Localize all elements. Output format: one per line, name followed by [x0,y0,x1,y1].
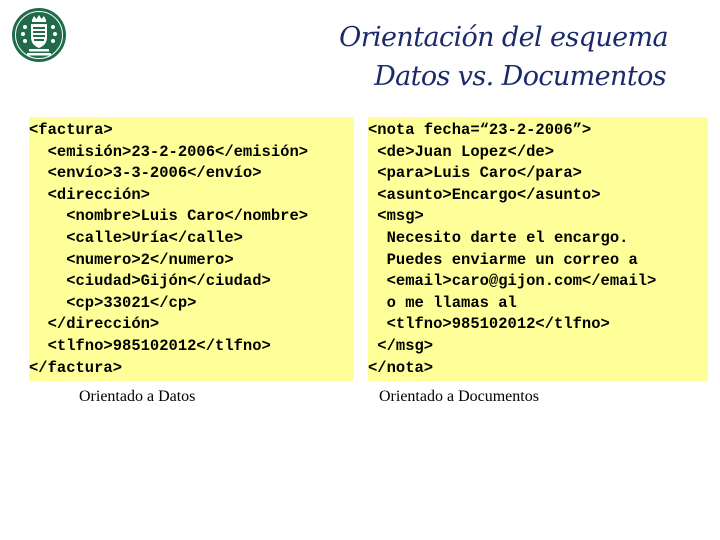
code-line: Puedes enviarme un correo a [368,250,638,269]
document-oriented-caption: Orientado a Documentos [379,388,539,405]
code-line: </factura> [29,358,123,377]
code-line: <envío>3-3-2006</envío> [29,164,262,183]
code-line: <msg> [368,207,424,226]
document-oriented-xml-box [368,117,708,381]
code-line: </msg> [368,336,434,355]
data-oriented-caption: Orientado a Datos [79,388,196,405]
code-line: <factura> [29,121,113,139]
code-line: </nota> [368,358,434,377]
code-line: <numero>2</numero> [29,250,234,269]
document-oriented-xml-code [368,120,708,379]
university-crest-icon [11,7,67,63]
code-line: <email>caro@gijon.com</email> [368,272,657,291]
code-line: <emisión>23-2-2006</emisión> [29,142,309,161]
slide-title [339,18,668,96]
code-line: <asunto>Encargo</asunto> [368,185,601,204]
data-oriented-xml-code [29,120,354,379]
code-line: </dirección> [29,315,160,334]
code-line: <ciudad>Gijón</ciudad> [29,272,271,291]
code-line: <de>Juan Lopez</de> [368,142,555,161]
title-line-1: Orientación del esquema [339,22,668,53]
title-line-2: Datos vs. Documentos [374,61,666,92]
code-line: <nombre>Luis Caro</nombre> [29,207,309,226]
code-line: <calle>Uría</calle> [29,228,243,247]
code-line: <tlfno>985102012</tlfno> [29,336,271,355]
code-line: <para>Luis Caro</para> [368,164,582,183]
code-line: <tlfno>985102012</tlfno> [368,315,610,334]
code-line: <cp>33021</cp> [29,293,197,312]
code-line: <nota fecha=“23-2-2006”> [368,121,592,139]
data-oriented-xml-box [29,117,354,381]
code-line: <dirección> [29,185,150,204]
code-line: o me llamas al [368,293,517,312]
code-line: Necesito darte el encargo. [368,228,629,247]
university-crest-logo [11,7,67,63]
